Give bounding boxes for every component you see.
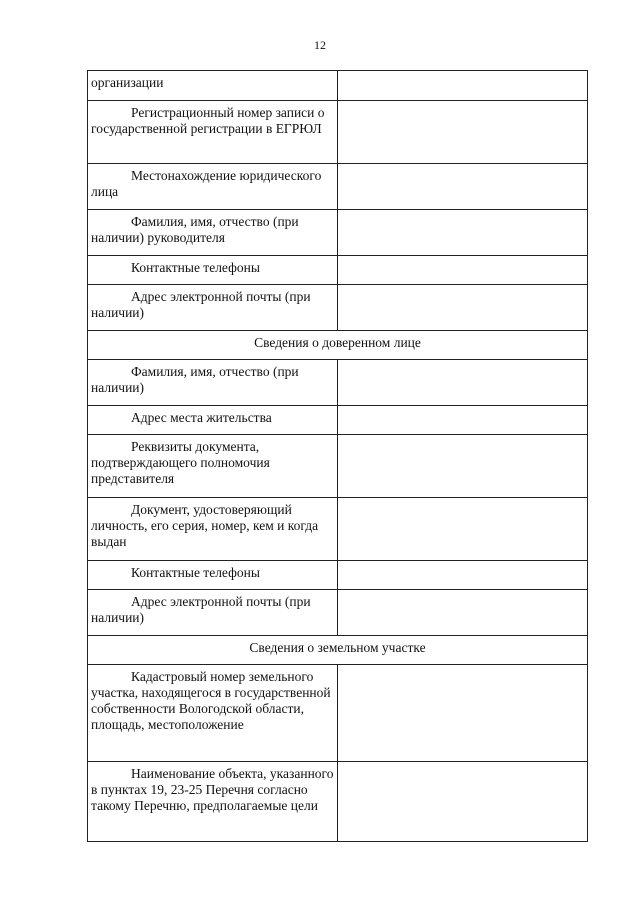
section-header-row	[88, 331, 588, 360]
field-label	[88, 360, 338, 406]
field-label-text: Адрес места жительства	[131, 410, 272, 425]
field-label	[88, 561, 338, 590]
field-value-cell[interactable]	[338, 590, 588, 636]
form-row	[88, 101, 588, 164]
form-row	[88, 561, 588, 590]
field-label	[88, 406, 338, 435]
form-row	[88, 665, 588, 762]
page-number: 12	[314, 38, 326, 52]
field-label	[88, 590, 338, 636]
field-label-text: Наименование объекта, указанного в пунктах 19, 23-25 Перечня согласно такому Перечню, предполагаемые цели	[91, 766, 334, 813]
form-row	[88, 762, 588, 842]
field-value-cell[interactable]	[338, 210, 588, 256]
section-title: Сведения о земельном участке	[88, 636, 588, 665]
form-row	[88, 71, 588, 101]
form-row	[88, 498, 588, 561]
field-label-text: Кадастровый номер земельного участка, находящегося в государственной собственности Вологодской области, площадь, местоположение	[91, 669, 331, 732]
field-label-text: Фамилия, имя, отчество (при наличии) руководителя	[91, 214, 299, 245]
field-value-cell[interactable]	[338, 406, 588, 435]
section-header-row	[88, 636, 588, 665]
field-value-cell[interactable]	[338, 164, 588, 210]
field-label	[88, 71, 338, 101]
section-title: Сведения о доверенном лице	[88, 331, 588, 360]
field-value-cell[interactable]	[338, 561, 588, 590]
form-row	[88, 256, 588, 285]
field-value-cell[interactable]	[338, 285, 588, 331]
field-value-cell[interactable]	[338, 435, 588, 498]
field-label-text: организации	[91, 75, 164, 90]
field-value-cell[interactable]	[338, 360, 588, 406]
field-label	[88, 210, 338, 256]
field-label-text: Адрес электронной почты (при наличии)	[91, 594, 311, 625]
field-value-cell[interactable]	[338, 101, 588, 164]
form-row	[88, 164, 588, 210]
field-label-text: Фамилия, имя, отчество (при наличии)	[91, 364, 299, 395]
field-value-cell[interactable]	[338, 256, 588, 285]
field-value-cell[interactable]	[338, 71, 588, 101]
form-row	[88, 285, 588, 331]
field-label	[88, 498, 338, 561]
application-form-table	[87, 70, 588, 842]
field-label-text: Документ, удостоверяющий личность, его серия, номер, кем и когда выдан	[91, 502, 319, 549]
form-row	[88, 435, 588, 498]
field-label	[88, 665, 338, 762]
form-row	[88, 590, 588, 636]
form-row	[88, 406, 588, 435]
field-label	[88, 101, 338, 164]
field-label	[88, 285, 338, 331]
field-label-text: Регистрационный номер записи о государственной регистрации в ЕГРЮЛ	[91, 105, 325, 136]
field-label-text: Контактные телефоны	[131, 260, 260, 275]
field-label	[88, 164, 338, 210]
field-label	[88, 762, 338, 842]
field-label	[88, 256, 338, 285]
field-value-cell[interactable]	[338, 498, 588, 561]
field-label-text: Реквизиты документа, подтверждающего полномочия представителя	[91, 439, 270, 486]
field-value-cell[interactable]	[338, 665, 588, 762]
form-row	[88, 210, 588, 256]
field-label-text: Местонахождение юридического лица	[91, 168, 322, 199]
form-table-body	[88, 71, 588, 842]
field-label	[88, 435, 338, 498]
field-value-cell[interactable]	[338, 762, 588, 842]
field-label-text: Контактные телефоны	[131, 565, 260, 580]
form-row	[88, 360, 588, 406]
field-label-text: Адрес электронной почты (при наличии)	[91, 289, 311, 320]
